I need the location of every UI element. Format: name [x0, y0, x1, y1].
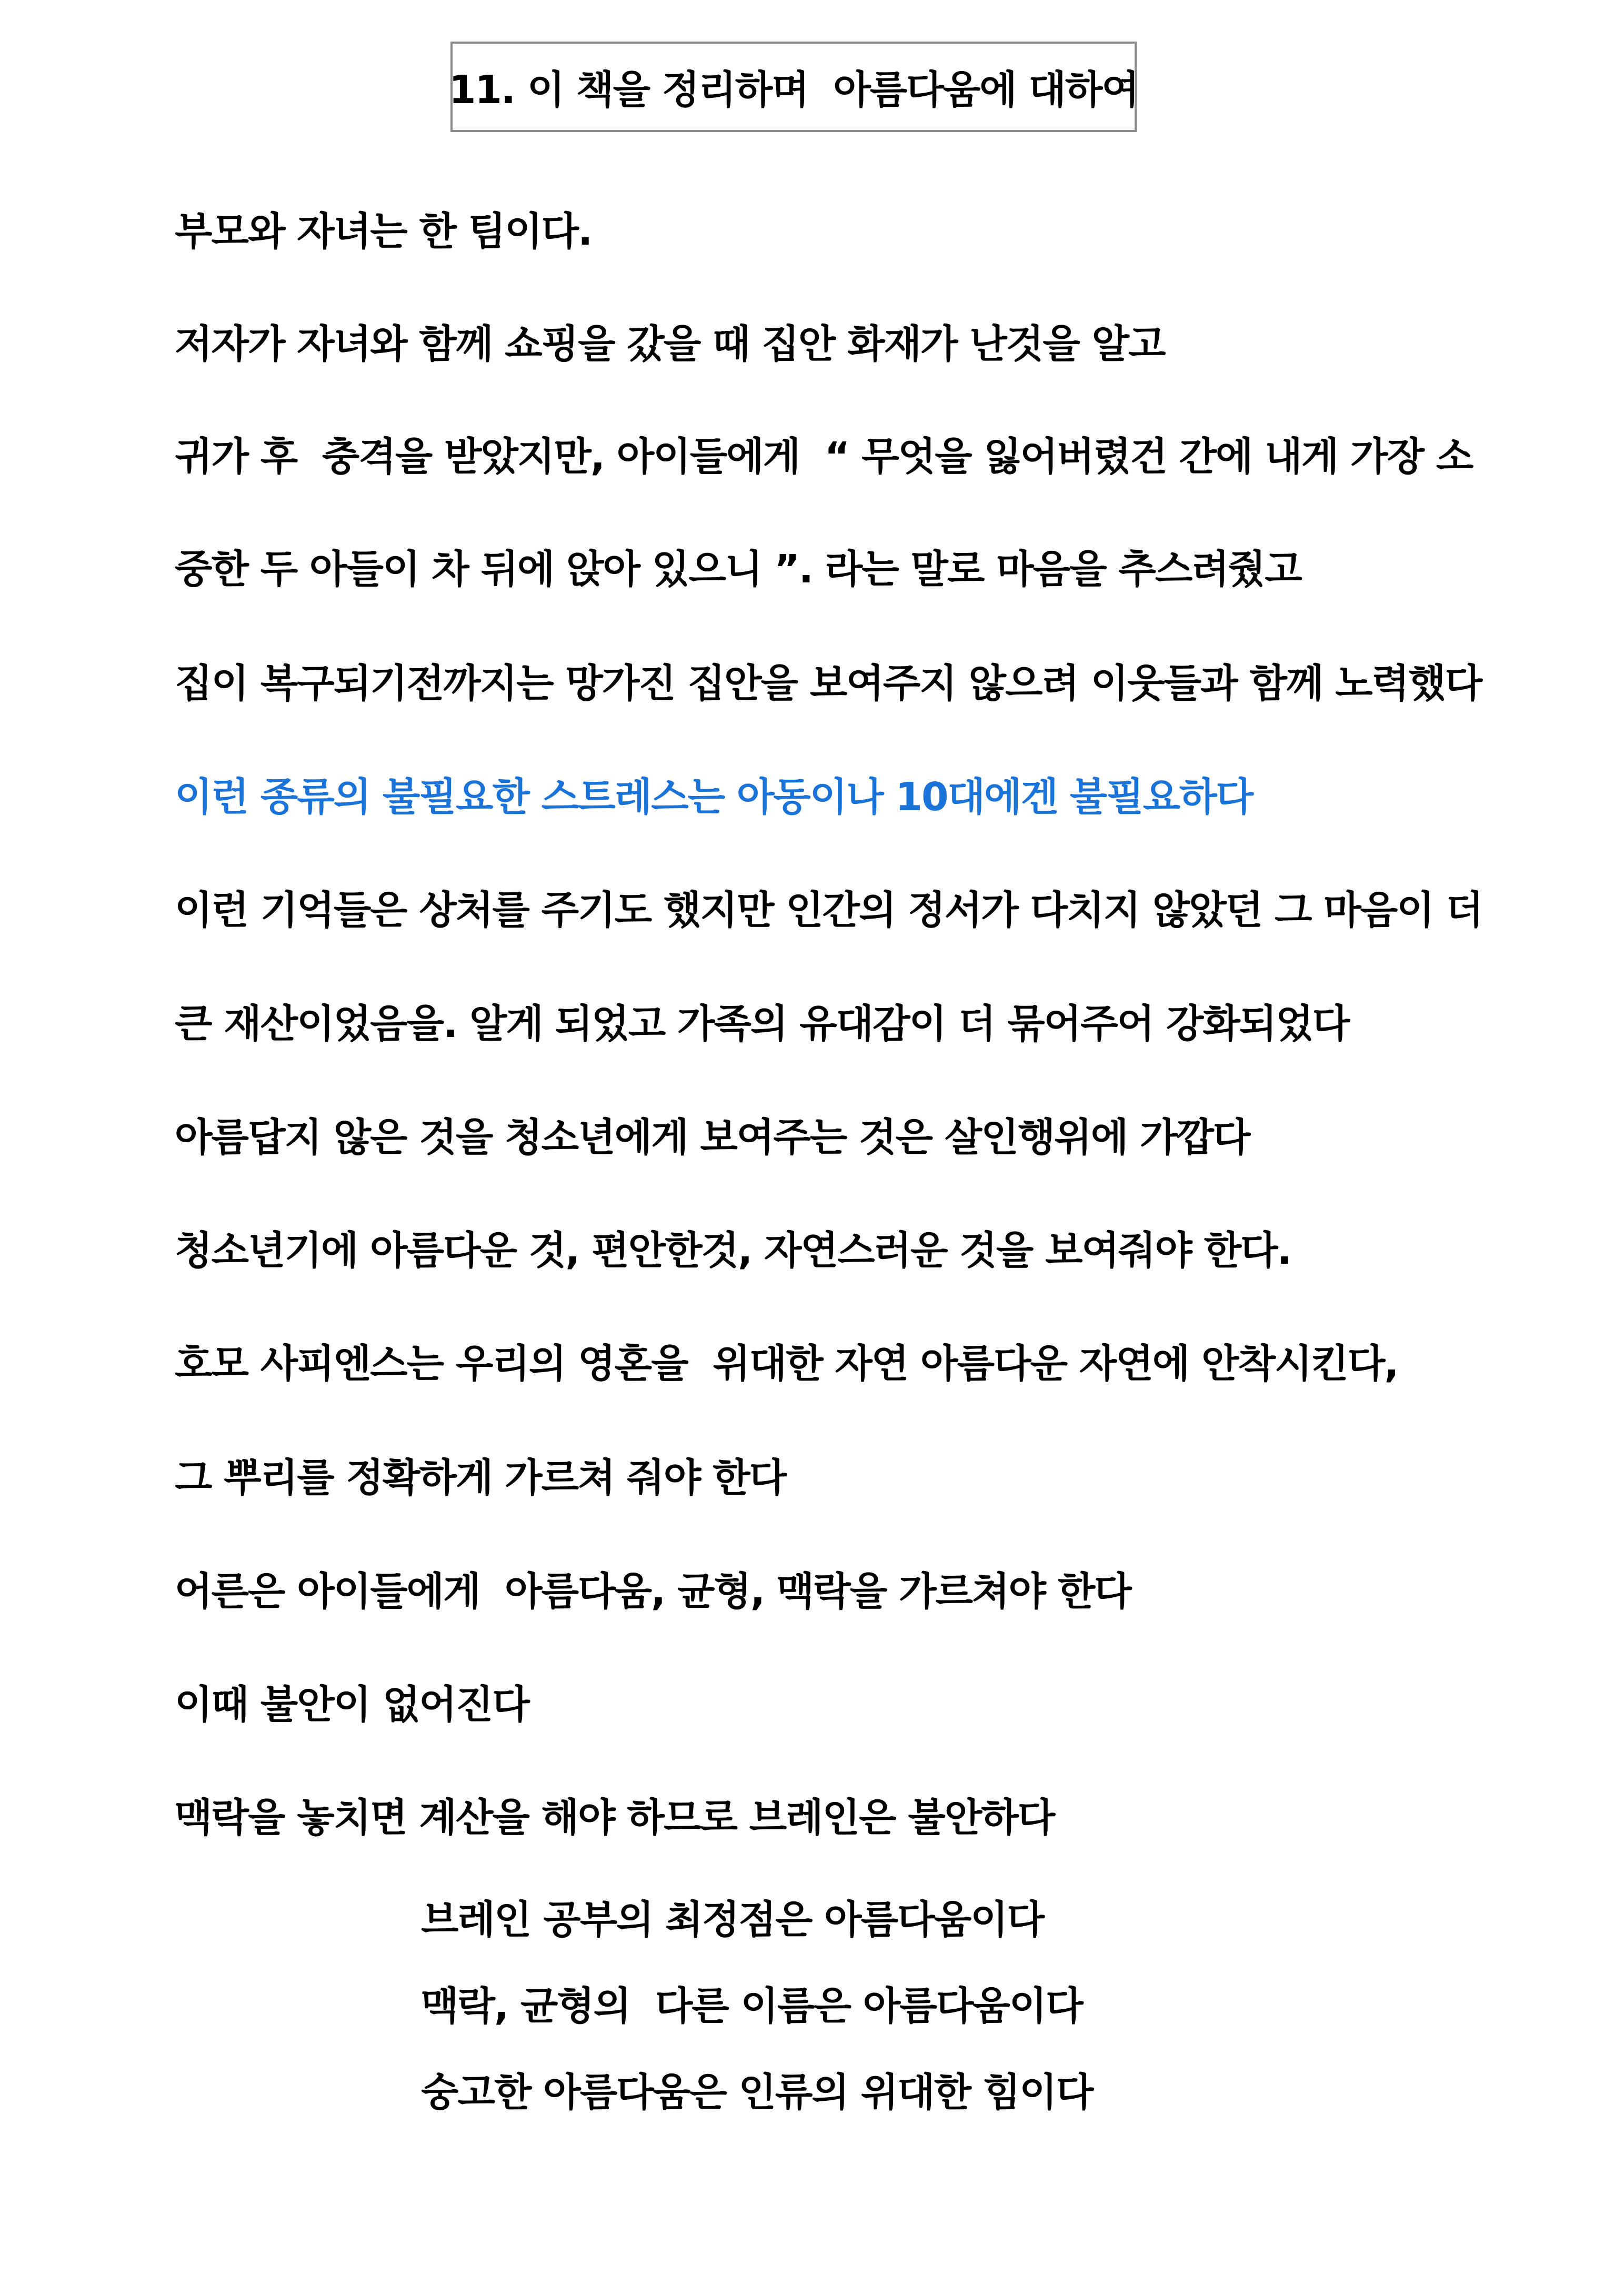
paragraph-line: 아름답지 않은 것을 청소년에게 보여주는 것은 살인행위에 가깝다: [175, 1115, 1250, 1160]
paragraph-line: 맥락을 놓치면 계산을 해야 하므로 브레인은 불안하다: [175, 1795, 1055, 1840]
paragraph-line: 청소년기에 아름다운 것, 편안한것, 자연스러운 것을 보여줘야 한다.: [175, 1228, 1291, 1273]
paragraph-line: 저자가 자녀와 함께 쇼핑을 갔을 때 집안 화재가 난것을 알고: [175, 321, 1165, 367]
paragraph-line: 부모와 자녀는 한 팀이다.: [175, 209, 592, 254]
conclusion-line: 맥락, 균형의 다른 이름은 아름다움이다: [421, 1983, 1082, 2029]
paragraph-line: 큰 재산이었음을. 알게 되었고 가족의 유대감이 더 묶어주어 강화되었다: [175, 1001, 1349, 1046]
conclusion-line: 숭고한 아름다움은 인류의 위대한 힘이다: [421, 2070, 1093, 2115]
chapter-title: 11. 이 책을 정리하며 아름다움에 대하여: [449, 67, 1138, 113]
paragraph-line: 집이 복구되기전까지는 망가진 집안을 보여주지 않으려 이웃들과 함께 노력했다: [175, 661, 1482, 706]
chapter-title-box: [450, 42, 1137, 132]
paragraph-line: 중한 두 아들이 차 뒤에 앉아 있으니 ”. 라는 말로 마음을 추스려줬고: [175, 547, 1301, 592]
paragraph-line: 호모 사피엔스는 우리의 영혼을 위대한 자연 아름다운 자연에 안착시킨다,: [175, 1341, 1398, 1386]
paragraph-line: 이런 기억들은 상처를 주기도 했지만 인간의 정서가 다치지 않았던 그 마음이 더: [175, 888, 1482, 933]
paragraph-line: 어른은 아이들에게 아름다움, 균형, 맥락을 가르쳐야 한다: [175, 1569, 1131, 1614]
highlighted-line: 이런 종류의 불필요한 스트레스는 아동이나 10대에겐 불필요하다: [175, 774, 1253, 820]
paragraph-line: 귀가 후 충격을 받았지만, 아이들에게 “ 무엇을 잃어버렸건 간에 내게 가장 소: [175, 434, 1473, 479]
paragraph-line: 이때 불안이 없어진다: [175, 1682, 529, 1727]
paragraph-line: 그 뿌리를 정확하게 가르쳐 줘야 한다: [175, 1455, 786, 1501]
conclusion-line: 브레인 공부의 최정점은 아름다움이다: [421, 1897, 1044, 1942]
